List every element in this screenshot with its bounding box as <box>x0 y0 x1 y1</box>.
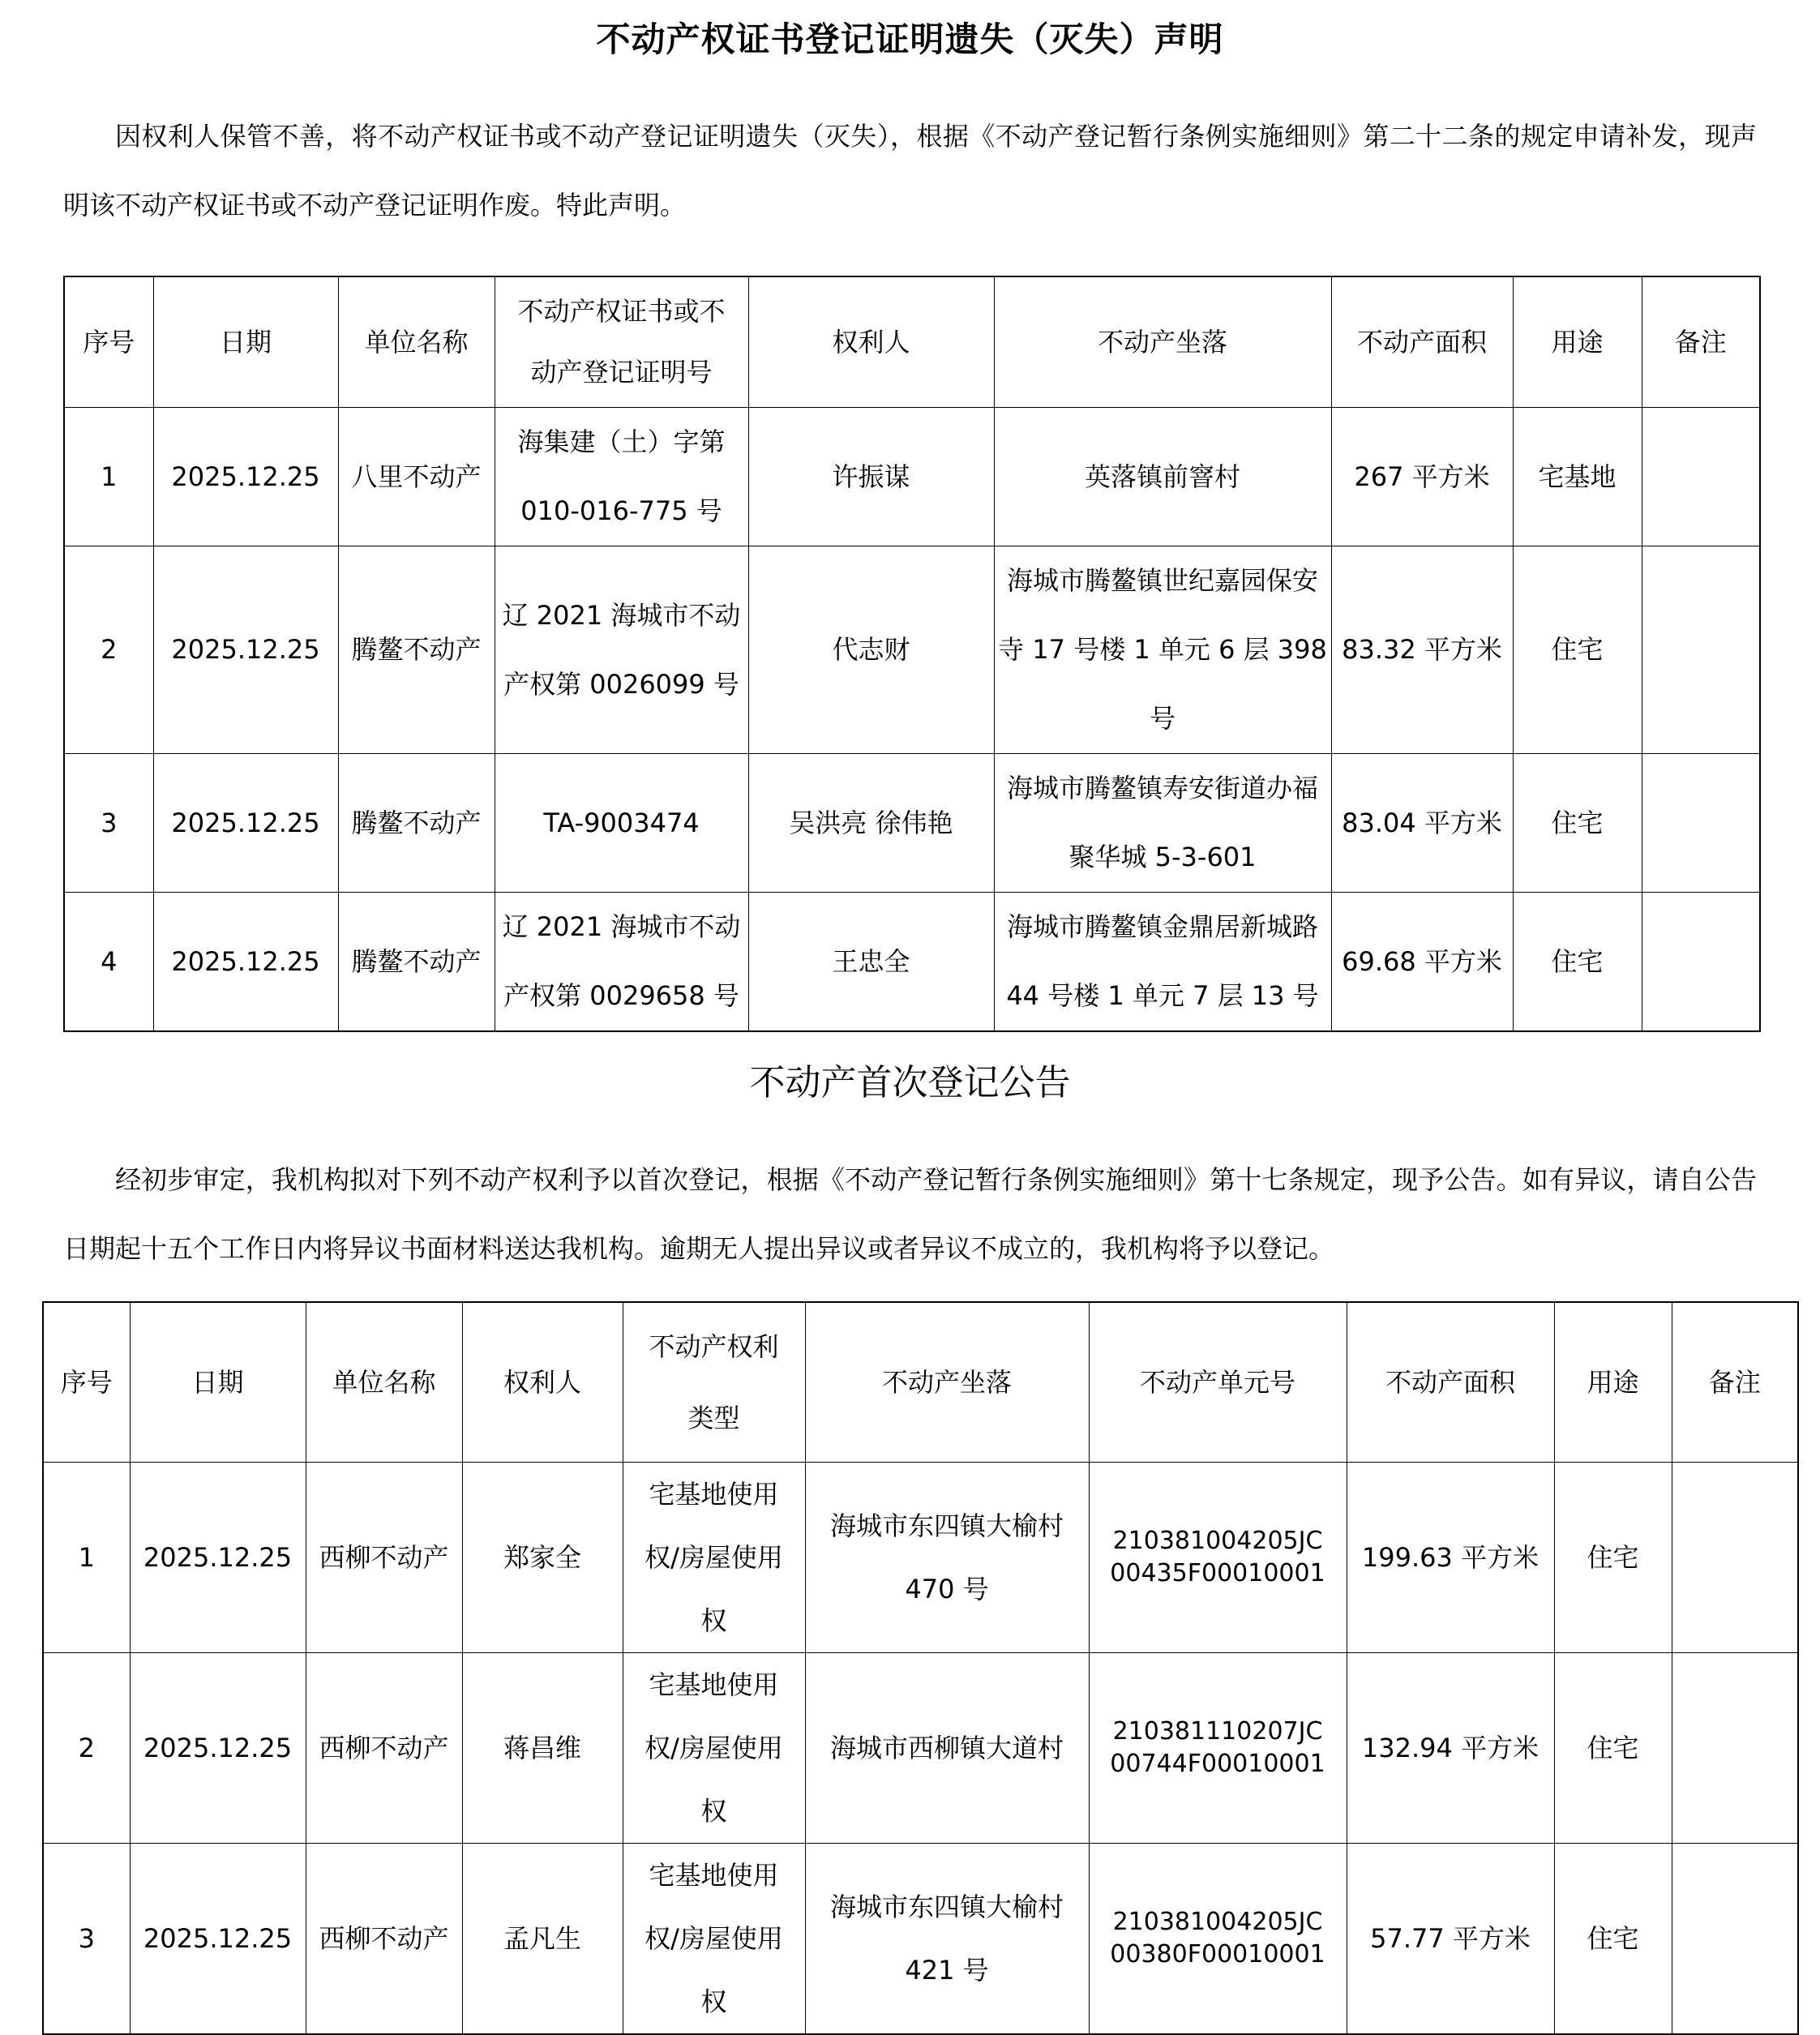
loss-declaration-table <box>63 276 1761 1032</box>
table-cell: 腾鳌不动产 <box>338 546 495 754</box>
table-cell: 宅基地使用权/房屋使用权 <box>623 1653 805 1844</box>
first-registration-title: 不动产首次登记公告 <box>749 1062 1071 1103</box>
table-cell: 海城市腾鳌镇金鼎居新城路 44 号楼 1 单元 7 层 13 号 <box>994 893 1331 1032</box>
table-cell: 210381004205JC00435F00010001 <box>1089 1463 1347 1653</box>
table-cell: 2 <box>43 1653 130 1844</box>
header-cell: 单位名称 <box>306 1302 462 1463</box>
table-cell <box>1642 754 1760 893</box>
table-cell: 辽 2021 海城市不动产权第 0026099 号 <box>495 546 748 754</box>
table-cell: 英落镇前窨村 <box>994 408 1331 546</box>
table-cell: 1 <box>64 408 153 546</box>
table-cell: 2025.12.25 <box>153 754 338 893</box>
header-cell: 备注 <box>1672 1302 1798 1463</box>
table-cell: 海城市腾鳌镇寿安街道办福聚华城 5-3-601 <box>994 754 1331 893</box>
table-cell: 八里不动产 <box>338 408 495 546</box>
header-cell: 不动产单元号 <box>1089 1302 1347 1463</box>
header-cell: 不动产面积 <box>1331 276 1513 408</box>
table-cell: 海集建（土）字第 010-016-775 号 <box>495 408 748 546</box>
header-cell: 权利人 <box>462 1302 623 1463</box>
table-cell: 210381110207JC00744F00010001 <box>1089 1653 1347 1844</box>
table-cell: 住宅 <box>1554 1653 1672 1844</box>
table-cell: 住宅 <box>1513 546 1642 754</box>
table-cell: 2025.12.25 <box>130 1653 306 1844</box>
table-cell <box>1642 546 1760 754</box>
table-cell: 3 <box>64 754 153 893</box>
loss-declaration-intro: 因权利人保管不善，将不动产权证书或不动产登记证明遗失（灭失），根据《不动产登记暂行条例实施细则》第二十二条的规定申请补发，现声明该不动产权证书或不动产登记证明作废。特此声明。 <box>63 121 1757 221</box>
table-row <box>43 1844 1798 2035</box>
header-cell: 序号 <box>64 276 153 408</box>
table-row <box>43 1653 1798 1844</box>
header-cell: 用途 <box>1554 1302 1672 1463</box>
table-row <box>43 1463 1798 1653</box>
table-cell: 海城市东四镇大榆村 421 号 <box>805 1844 1089 2035</box>
table-cell: 住宅 <box>1554 1463 1672 1653</box>
table-cell: 吴洪亮 徐伟艳 <box>748 754 994 893</box>
table-cell: 海城市腾鳌镇世纪嘉园保安寺 17 号楼 1 单元 6 层 398 号 <box>994 546 1331 754</box>
table-cell: 住宅 <box>1513 754 1642 893</box>
table-cell: 辽 2021 海城市不动产权第 0029658 号 <box>495 893 748 1032</box>
table-cell: 代志财 <box>748 546 994 754</box>
table-cell <box>1642 408 1760 546</box>
table-cell: 腾鳌不动产 <box>338 754 495 893</box>
table-cell: 西柳不动产 <box>306 1463 462 1653</box>
header-cell: 不动产坐落 <box>994 276 1331 408</box>
table-cell <box>1642 893 1760 1032</box>
first-registration-intro: 经初步审定，我机构拟对下列不动产权利予以首次登记，根据《不动产登记暂行条例实施细则》第十七条规定，现予公告。如有异议，请自公告日期起十五个工作日内将异议书面材料送达我机构。逾期无人提出异议或者异议不成立的，我机构将予以登记。 <box>63 1164 1757 1264</box>
table-cell: 2 <box>64 546 153 754</box>
table-cell: 4 <box>64 893 153 1032</box>
table-cell: 海城市西柳镇大道村 <box>805 1653 1089 1844</box>
table-cell <box>1672 1844 1798 2035</box>
table-cell: 蒋昌维 <box>462 1653 623 1844</box>
table-cell: 3 <box>43 1844 130 2035</box>
header-cell: 日期 <box>130 1302 306 1463</box>
table-cell: TA-9003474 <box>495 754 748 893</box>
table-cell: 王忠全 <box>748 893 994 1032</box>
table-cell: 210381004205JC00380F00010001 <box>1089 1844 1347 2035</box>
table-cell: 住宅 <box>1554 1844 1672 2035</box>
table-cell: 83.32 平方米 <box>1331 546 1513 754</box>
table-cell: 孟凡生 <box>462 1844 623 2035</box>
table-cell: 海城市东四镇大榆村 470 号 <box>805 1463 1089 1653</box>
table-cell <box>1672 1653 1798 1844</box>
table-cell <box>1672 1463 1798 1653</box>
table-row <box>64 546 1760 754</box>
table-cell: 腾鳌不动产 <box>338 893 495 1032</box>
table-cell: 2025.12.25 <box>153 546 338 754</box>
header-cell: 序号 <box>43 1302 130 1463</box>
table-cell: 西柳不动产 <box>306 1653 462 1844</box>
table-row <box>64 754 1760 893</box>
table-cell: 2025.12.25 <box>153 893 338 1032</box>
document-page <box>0 13 1820 2035</box>
header-cell: 权利人 <box>748 276 994 408</box>
table-cell: 2025.12.25 <box>130 1463 306 1653</box>
header-cell: 不动产坐落 <box>805 1302 1089 1463</box>
table-row <box>64 408 1760 546</box>
table-cell: 住宅 <box>1513 893 1642 1032</box>
table-cell: 83.04 平方米 <box>1331 754 1513 893</box>
header-row <box>43 1302 1798 1463</box>
table-cell: 许振谋 <box>748 408 994 546</box>
table-cell: 69.68 平方米 <box>1331 893 1513 1032</box>
table-row <box>64 893 1760 1032</box>
header-cell: 用途 <box>1513 276 1642 408</box>
header-row <box>64 276 1760 408</box>
table-cell: 1 <box>43 1463 130 1653</box>
loss-declaration-title: 不动产权证书登记证明遗失（灭失）声明 <box>596 19 1224 59</box>
header-cell: 不动产权证书或不动产登记证明号 <box>495 276 748 408</box>
header-cell: 备注 <box>1642 276 1760 408</box>
table-cell: 267 平方米 <box>1331 408 1513 546</box>
header-cell: 单位名称 <box>338 276 495 408</box>
header-cell: 不动产面积 <box>1347 1302 1554 1463</box>
table-cell: 宅基地 <box>1513 408 1642 546</box>
table-cell: 57.77 平方米 <box>1347 1844 1554 2035</box>
header-cell: 不动产权利类型 <box>623 1302 805 1463</box>
table-cell: 199.63 平方米 <box>1347 1463 1554 1653</box>
first-registration-table <box>42 1301 1799 2035</box>
table-cell: 132.94 平方米 <box>1347 1653 1554 1844</box>
header-cell: 日期 <box>153 276 338 408</box>
table-cell: 2025.12.25 <box>153 408 338 546</box>
table-cell: 宅基地使用权/房屋使用权 <box>623 1463 805 1653</box>
table-cell: 宅基地使用权/房屋使用权 <box>623 1844 805 2035</box>
table-cell: 郑家全 <box>462 1463 623 1653</box>
table-cell: 2025.12.25 <box>130 1844 306 2035</box>
table-cell: 西柳不动产 <box>306 1844 462 2035</box>
